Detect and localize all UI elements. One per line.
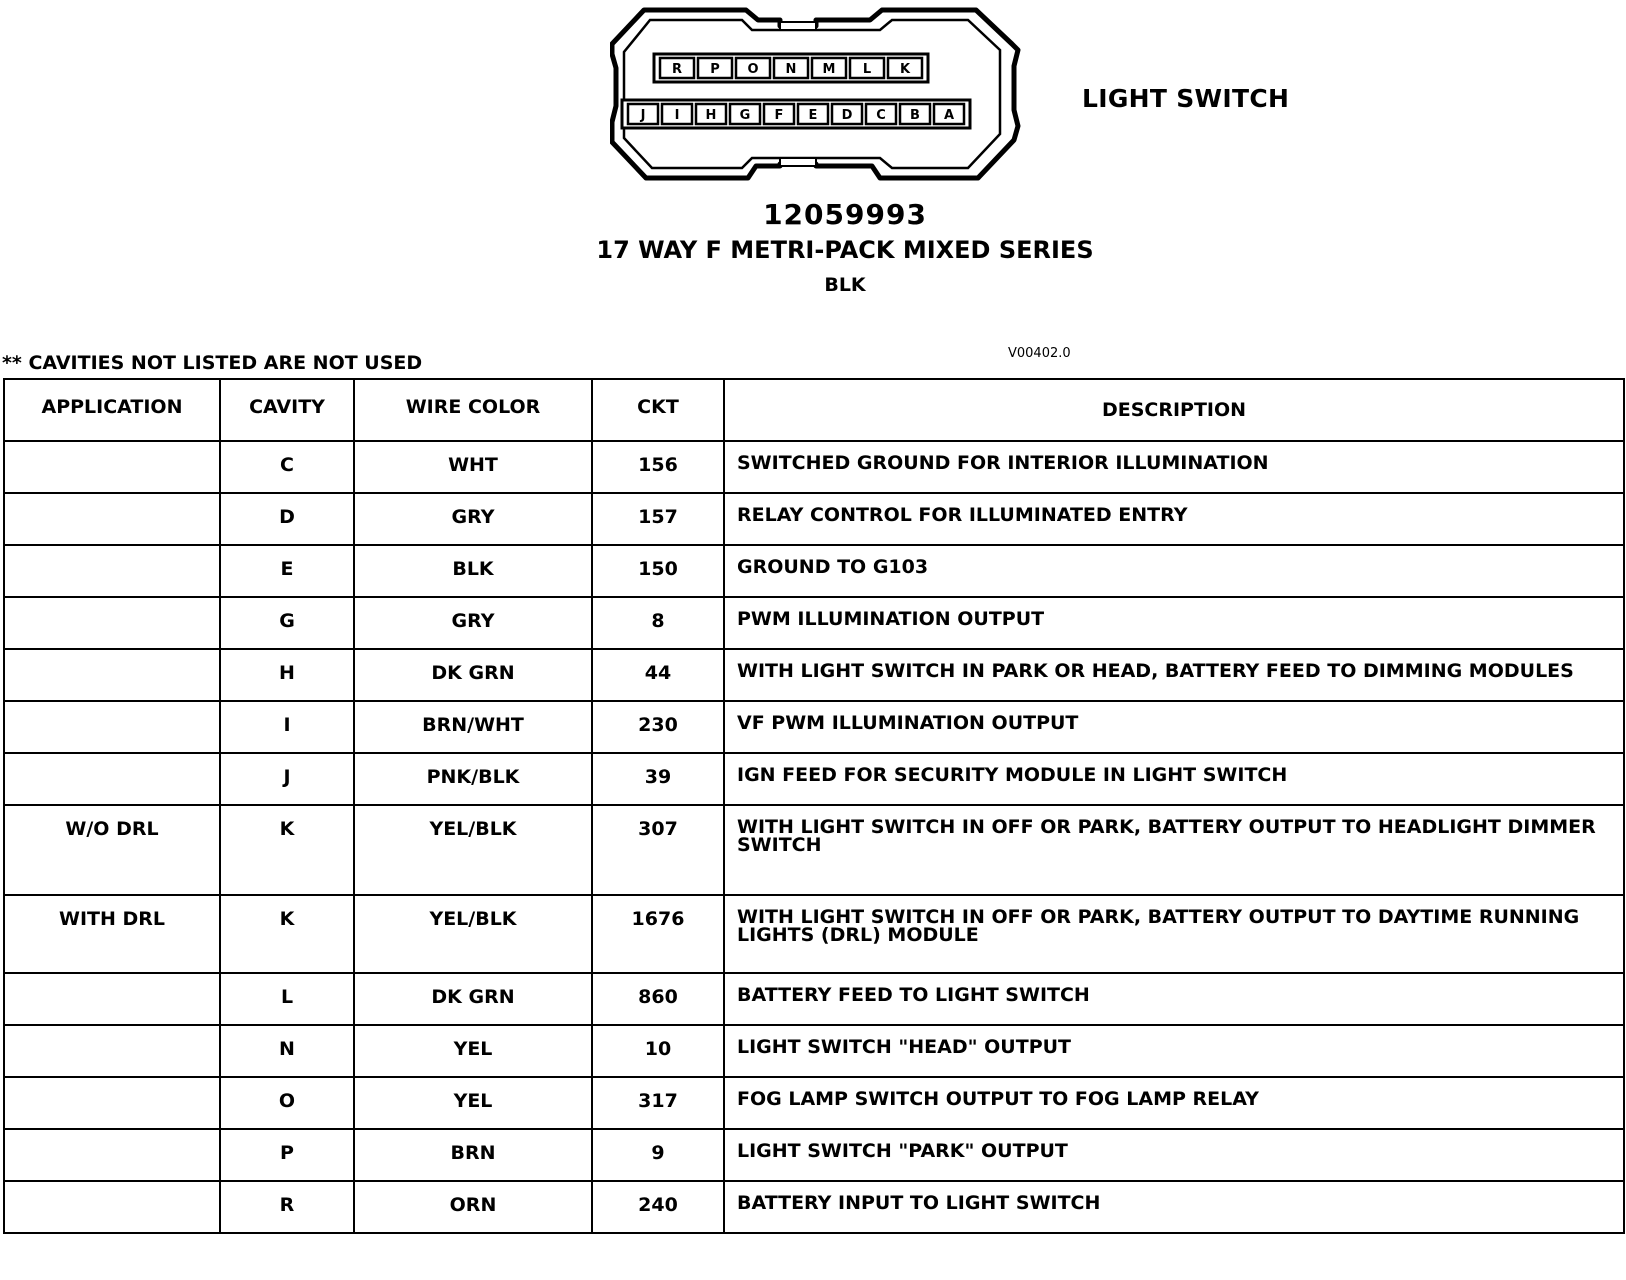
wire-color-cell: PNK/BLK [354, 753, 592, 805]
cavity-label-e: E [808, 108, 818, 123]
wire-color-cell: BRN [354, 1129, 592, 1181]
column-header-ckt: CKT [592, 379, 724, 441]
ckt-cell: 240 [592, 1181, 724, 1233]
table-row [4, 545, 1624, 597]
connector-top-row [654, 54, 928, 82]
cavity-cell: C [220, 441, 354, 493]
description-cell: PWM ILLUMINATION OUTPUT [724, 597, 1624, 649]
cavity-cell: K [220, 895, 354, 973]
application-cell: W/O DRL [4, 805, 220, 895]
reference-code: V00402.0 [1008, 346, 1071, 361]
description-cell: GROUND TO G103 [724, 545, 1624, 597]
cavity-cell: D [220, 493, 354, 545]
ckt-cell: 156 [592, 441, 724, 493]
table-row [4, 597, 1624, 649]
connector-title: LIGHT SWITCH [1082, 84, 1290, 113]
application-cell [4, 1181, 220, 1233]
cavity-label-k: K [899, 62, 911, 77]
cavity-cell: R [220, 1181, 354, 1233]
pinout-table [3, 378, 1625, 1234]
column-header-description: DESCRIPTION [724, 379, 1624, 441]
cavity-label-n: N [785, 62, 797, 77]
table-row [4, 493, 1624, 545]
connector-bottom-row [622, 100, 970, 128]
ckt-cell: 157 [592, 493, 724, 545]
ckt-cell: 10 [592, 1025, 724, 1077]
table-header-row [4, 379, 1624, 441]
ckt-cell: 9 [592, 1129, 724, 1181]
application-cell [4, 753, 220, 805]
wire-color-cell: BLK [354, 545, 592, 597]
table-row [4, 701, 1624, 753]
cavity-label-p: P [710, 62, 720, 77]
cavity-label-r: R [671, 62, 683, 77]
application-cell [4, 1025, 220, 1077]
cavity-label-m: M [822, 62, 836, 77]
unused-cavities-note: ** CAVITIES NOT LISTED ARE NOT USED [2, 352, 423, 374]
ckt-cell: 860 [592, 973, 724, 1025]
wire-color-cell: GRY [354, 597, 592, 649]
application-cell [4, 701, 220, 753]
cavity-cell: I [220, 701, 354, 753]
description-cell: FOG LAMP SWITCH OUTPUT TO FOG LAMP RELAY [724, 1077, 1624, 1129]
wire-color-cell: GRY [354, 493, 592, 545]
description-cell: BATTERY FEED TO LIGHT SWITCH [724, 973, 1624, 1025]
connector-housing [612, 10, 1018, 178]
application-cell [4, 1129, 220, 1181]
description-cell: BATTERY INPUT TO LIGHT SWITCH [724, 1181, 1624, 1233]
table-row [4, 895, 1624, 973]
wire-color-cell: YEL/BLK [354, 805, 592, 895]
ckt-cell: 39 [592, 753, 724, 805]
cavity-label-b: B [910, 108, 920, 123]
description-cell: WITH LIGHT SWITCH IN PARK OR HEAD, BATTERY FEED TO DIMMING MODULES [724, 649, 1624, 701]
application-cell [4, 597, 220, 649]
cavity-cell: N [220, 1025, 354, 1077]
cavity-label-i: I [674, 108, 680, 123]
column-header-wire-color: WIRE COLOR [354, 379, 592, 441]
cavity-cell: H [220, 649, 354, 701]
cavity-cell: E [220, 545, 354, 597]
cavity-cell: L [220, 973, 354, 1025]
wire-color-cell: YEL/BLK [354, 895, 592, 973]
cavity-label-j: J [640, 108, 646, 123]
table-row [4, 753, 1624, 805]
application-cell: WITH DRL [4, 895, 220, 973]
description-cell: WITH LIGHT SWITCH IN OFF OR PARK, BATTERY OUTPUT TO DAYTIME RUNNING LIGHTS (DRL) MODULE [724, 895, 1624, 973]
cavity-label-h: H [705, 108, 717, 123]
connector-description: 17 WAY F METRI-PACK MIXED SERIES [596, 236, 1094, 264]
ckt-cell: 8 [592, 597, 724, 649]
description-cell: VF PWM ILLUMINATION OUTPUT [724, 701, 1624, 753]
cavity-label-l: L [862, 62, 872, 77]
table-row [4, 973, 1624, 1025]
application-cell [4, 1077, 220, 1129]
cavity-label-f: F [774, 108, 784, 123]
cavity-label-c: C [876, 108, 886, 123]
table-row [4, 441, 1624, 493]
ckt-cell: 307 [592, 805, 724, 895]
connector-color: BLK [824, 274, 866, 296]
description-cell: RELAY CONTROL FOR ILLUMINATED ENTRY [724, 493, 1624, 545]
cavity-label-d: D [841, 108, 853, 123]
wire-color-cell: DK GRN [354, 973, 592, 1025]
wire-color-cell: ORN [354, 1181, 592, 1233]
part-number: 12059993 [763, 198, 927, 231]
table-row [4, 1129, 1624, 1181]
wire-color-cell: YEL [354, 1025, 592, 1077]
cavity-cell: P [220, 1129, 354, 1181]
description-cell: LIGHT SWITCH "PARK" OUTPUT [724, 1129, 1624, 1181]
application-cell [4, 649, 220, 701]
ckt-cell: 230 [592, 701, 724, 753]
cavity-cell: O [220, 1077, 354, 1129]
ckt-cell: 1676 [592, 895, 724, 973]
table-row [4, 1181, 1624, 1233]
description-cell: SWITCHED GROUND FOR INTERIOR ILLUMINATION [724, 441, 1624, 493]
column-header-application: APPLICATION [4, 379, 220, 441]
cavity-cell: J [220, 753, 354, 805]
ckt-cell: 317 [592, 1077, 724, 1129]
table-row [4, 1025, 1624, 1077]
table-row [4, 649, 1624, 701]
application-cell [4, 441, 220, 493]
table-row [4, 1077, 1624, 1129]
cavity-label-g: G [739, 108, 751, 123]
wire-color-cell: WHT [354, 441, 592, 493]
application-cell [4, 493, 220, 545]
connector-diagram [610, 6, 1030, 186]
description-cell: IGN FEED FOR SECURITY MODULE IN LIGHT SWITCH [724, 753, 1624, 805]
wire-color-cell: YEL [354, 1077, 592, 1129]
table-row [4, 805, 1624, 895]
cavity-label-a: A [943, 108, 955, 123]
column-header-cavity: CAVITY [220, 379, 354, 441]
wire-color-cell: BRN/WHT [354, 701, 592, 753]
cavity-cell: K [220, 805, 354, 895]
ckt-cell: 150 [592, 545, 724, 597]
application-cell [4, 973, 220, 1025]
wire-color-cell: DK GRN [354, 649, 592, 701]
cavity-cell: G [220, 597, 354, 649]
ckt-cell: 44 [592, 649, 724, 701]
cavity-label-o: O [747, 62, 759, 77]
description-cell: WITH LIGHT SWITCH IN OFF OR PARK, BATTERY OUTPUT TO HEADLIGHT DIMMER SWITCH [724, 805, 1624, 895]
application-cell [4, 545, 220, 597]
description-cell: LIGHT SWITCH "HEAD" OUTPUT [724, 1025, 1624, 1077]
